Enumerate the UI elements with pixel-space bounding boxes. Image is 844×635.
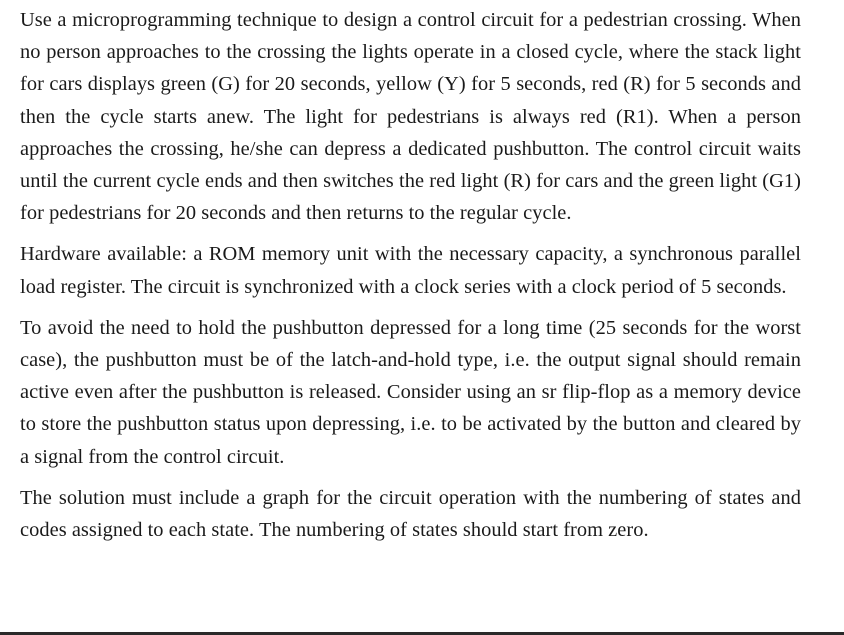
paragraph-hardware-available: Hardware available: a ROM memory unit with the necessary capacity, a synchronous parallel load register. The circuit is synchronized with a clock series with a clock period of 5 seconds. <box>20 243 801 298</box>
paragraph-solution-requirements: The solution must include a graph for the circuit operation with the numbering of states and codes assigned to each state. The numbering of states should start from zero. <box>20 486 801 542</box>
document-page <box>20 4 801 546</box>
paragraph-problem-statement: Use a microprogramming technique to design a control circuit for a pedestrian crossing. When no person approaches to the crossing the lights operate in a closed cycle, where the stack light for cars displays green (G) for 20 seconds, yellow (Y) for 5 seconds, red (R) for 5 seconds and then the cycle starts anew. The light for pedestrians is always red (R1). When a person approaches the crossing, he/she can depress a dedicated pushbutton. The control circuit waits until the current cycle ends and then switches the red light (R) for cars and the green light (G1) for pedestrians for 20 seconds and then returns to the regular cycle. <box>20 9 801 225</box>
paragraph-pushbutton-requirement: To avoid the need to hold the pushbutton depressed for a long time (25 seconds for the worst case), the pushbutton must be of the latch-and-hold type, i.e. the output signal should remain active even after the pushbutton is released. Consider using an sr flip-flop as a memory device to store the pushbutton status upon depressing, i.e. to be activated by the button and cleared by a signal from the control circuit. <box>20 316 801 468</box>
